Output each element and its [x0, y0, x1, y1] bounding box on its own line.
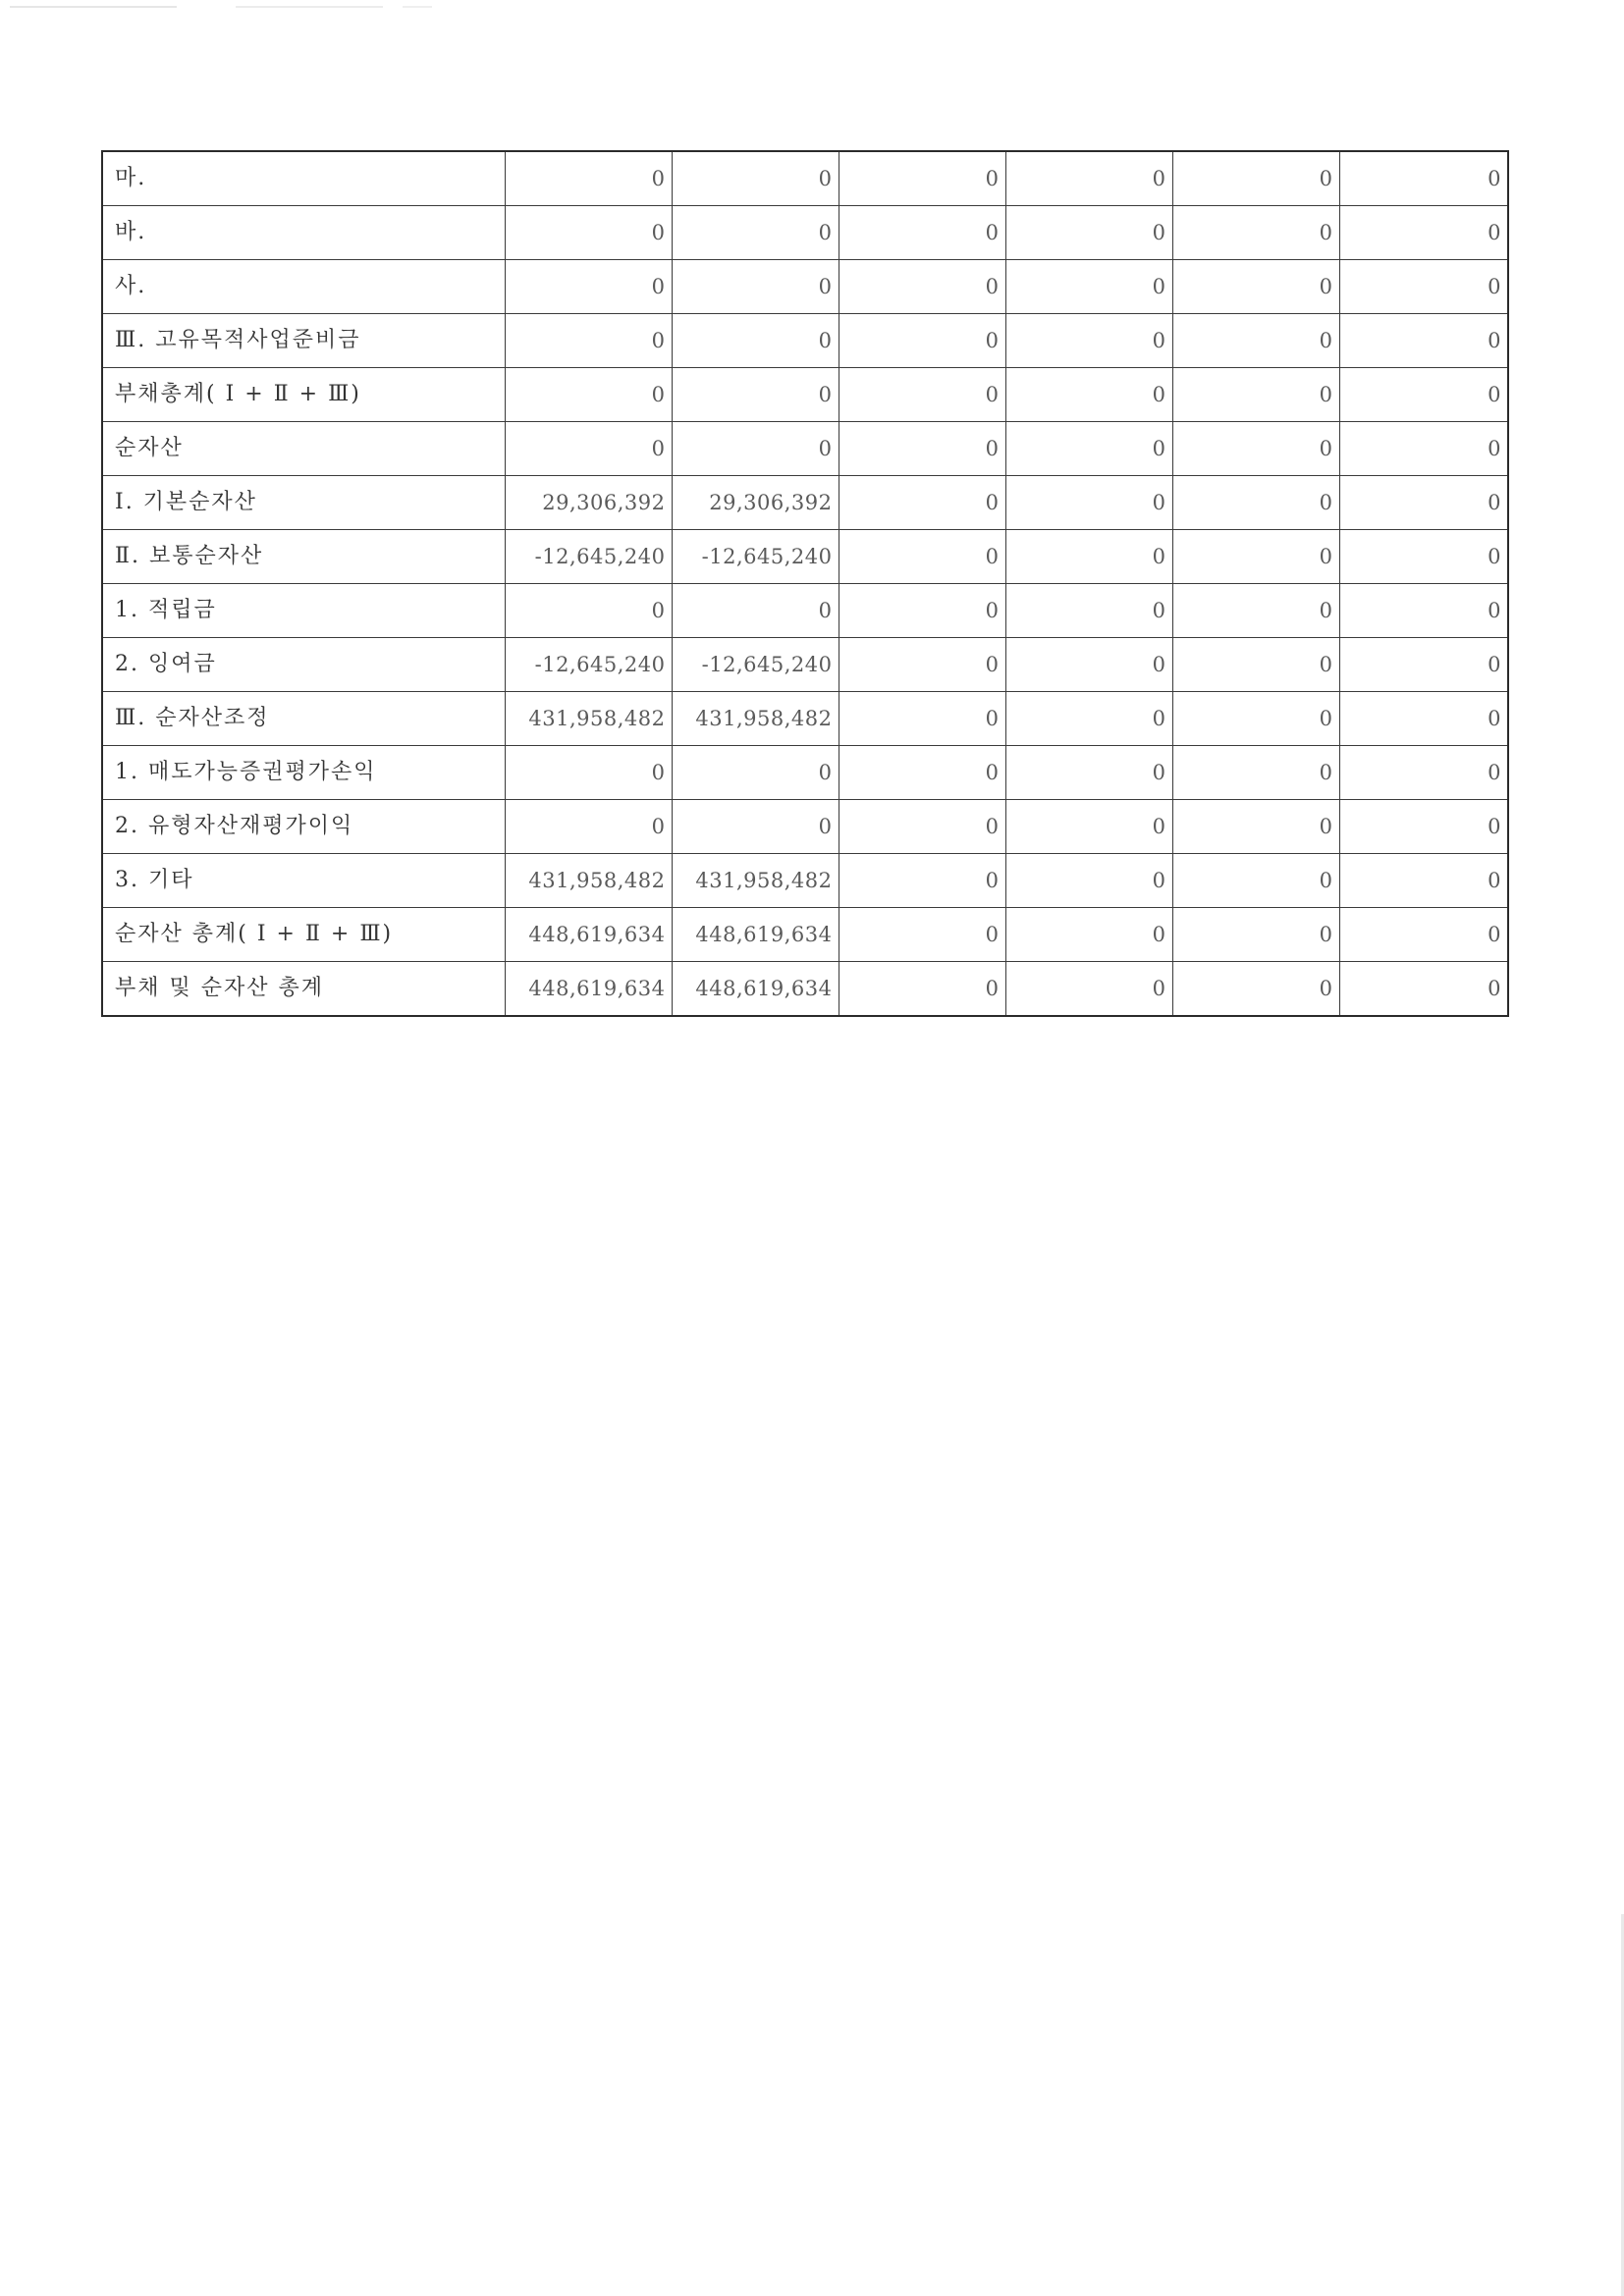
amount-cell: 0: [1339, 206, 1508, 260]
amount-cell: 0: [672, 314, 839, 368]
amount-cell: 0: [1005, 151, 1172, 206]
amount-cell: 0: [1172, 962, 1339, 1017]
amount-cell: 0: [672, 260, 839, 314]
amount-cell: 0: [672, 206, 839, 260]
amount-cell: 0: [1005, 854, 1172, 908]
table-row: [102, 476, 1508, 530]
amount-cell: 0: [672, 746, 839, 800]
amount-cell: 0: [1005, 584, 1172, 638]
scan-artifact: [10, 6, 432, 8]
row-label: Ⅲ. 고유목적사업준비금: [102, 314, 505, 368]
amount-cell: 0: [839, 854, 1005, 908]
amount-cell: 0: [1172, 908, 1339, 962]
amount-cell: 0: [1005, 800, 1172, 854]
amount-cell: 0: [1172, 692, 1339, 746]
amount-cell: 0: [1172, 260, 1339, 314]
amount-cell: 0: [839, 422, 1005, 476]
table-row: [102, 151, 1508, 206]
amount-cell: 0: [505, 151, 672, 206]
table-row: [102, 368, 1508, 422]
amount-cell: 0: [1005, 422, 1172, 476]
amount-cell: 0: [1005, 368, 1172, 422]
row-label: 부채 및 순자산 총계: [102, 962, 505, 1017]
amount-cell: 0: [839, 260, 1005, 314]
amount-cell: 0: [1339, 854, 1508, 908]
amount-cell: 29,306,392: [505, 476, 672, 530]
table-row: [102, 800, 1508, 854]
amount-cell: 0: [1005, 692, 1172, 746]
amount-cell: 0: [1339, 260, 1508, 314]
amount-cell: 0: [1339, 151, 1508, 206]
amount-cell: 0: [1339, 476, 1508, 530]
amount-cell: 0: [1172, 476, 1339, 530]
balance-sheet-table: [101, 150, 1509, 1017]
amount-cell: 0: [1005, 962, 1172, 1017]
amount-cell: 0: [672, 422, 839, 476]
row-label: 사.: [102, 260, 505, 314]
amount-cell: 0: [839, 530, 1005, 584]
row-label: 부채총계( Ⅰ + Ⅱ + Ⅲ): [102, 368, 505, 422]
table-row: [102, 206, 1508, 260]
amount-cell: 0: [1339, 746, 1508, 800]
amount-cell: 0: [1339, 800, 1508, 854]
amount-cell: 431,958,482: [672, 854, 839, 908]
row-label: 2. 잉여금: [102, 638, 505, 692]
amount-cell: -12,645,240: [505, 530, 672, 584]
amount-cell: 0: [1005, 638, 1172, 692]
row-label: 바.: [102, 206, 505, 260]
table-row: [102, 530, 1508, 584]
amount-cell: 0: [1005, 746, 1172, 800]
amount-cell: 0: [1172, 584, 1339, 638]
amount-cell: 0: [1005, 260, 1172, 314]
amount-cell: 0: [1172, 854, 1339, 908]
amount-cell: 431,958,482: [505, 854, 672, 908]
amount-cell: 0: [1172, 530, 1339, 584]
row-label: 순자산 총계( Ⅰ + Ⅱ + Ⅲ): [102, 908, 505, 962]
amount-cell: 0: [839, 692, 1005, 746]
amount-cell: 0: [1172, 800, 1339, 854]
amount-cell: 0: [505, 746, 672, 800]
amount-cell: 0: [1339, 908, 1508, 962]
amount-cell: -12,645,240: [505, 638, 672, 692]
amount-cell: 431,958,482: [505, 692, 672, 746]
amount-cell: 0: [839, 151, 1005, 206]
row-label: 순자산: [102, 422, 505, 476]
amount-cell: 0: [1339, 314, 1508, 368]
amount-cell: 0: [505, 584, 672, 638]
amount-cell: 448,619,634: [505, 962, 672, 1017]
table-row: [102, 854, 1508, 908]
row-label: 1. 적립금: [102, 584, 505, 638]
amount-cell: -12,645,240: [672, 638, 839, 692]
amount-cell: 0: [1339, 584, 1508, 638]
row-label: 3. 기타: [102, 854, 505, 908]
amount-cell: 431,958,482: [672, 692, 839, 746]
amount-cell: 0: [839, 962, 1005, 1017]
amount-cell: 0: [839, 800, 1005, 854]
amount-cell: 0: [505, 368, 672, 422]
amount-cell: 0: [1172, 151, 1339, 206]
table-body: [102, 151, 1508, 1016]
row-label: Ⅰ. 기본순자산: [102, 476, 505, 530]
amount-cell: 0: [505, 800, 672, 854]
table-row: [102, 422, 1508, 476]
amount-cell: 0: [1172, 206, 1339, 260]
amount-cell: 0: [1339, 422, 1508, 476]
amount-cell: 0: [839, 368, 1005, 422]
amount-cell: 0: [1172, 422, 1339, 476]
amount-cell: 0: [1005, 908, 1172, 962]
row-label: 마.: [102, 151, 505, 206]
amount-cell: 448,619,634: [505, 908, 672, 962]
amount-cell: 0: [1172, 638, 1339, 692]
amount-cell: 0: [1172, 368, 1339, 422]
amount-cell: 0: [1172, 314, 1339, 368]
table-row: [102, 638, 1508, 692]
row-label: Ⅲ. 순자산조정: [102, 692, 505, 746]
amount-cell: 0: [1005, 314, 1172, 368]
amount-cell: 0: [505, 260, 672, 314]
amount-cell: 0: [1005, 476, 1172, 530]
amount-cell: 0: [839, 584, 1005, 638]
amount-cell: 0: [505, 422, 672, 476]
table-row: [102, 746, 1508, 800]
row-label: 1. 매도가능증권평가손익: [102, 746, 505, 800]
amount-cell: 0: [672, 584, 839, 638]
amount-cell: 0: [672, 368, 839, 422]
amount-cell: 0: [505, 314, 672, 368]
amount-cell: 0: [839, 908, 1005, 962]
amount-cell: 0: [672, 151, 839, 206]
table-row: [102, 314, 1508, 368]
table-row: [102, 908, 1508, 962]
amount-cell: 29,306,392: [672, 476, 839, 530]
amount-cell: 0: [839, 314, 1005, 368]
amount-cell: 0: [1339, 368, 1508, 422]
amount-cell: 448,619,634: [672, 908, 839, 962]
table-row: [102, 962, 1508, 1017]
amount-cell: 0: [1339, 638, 1508, 692]
amount-cell: 0: [1005, 530, 1172, 584]
row-label: Ⅱ. 보통순자산: [102, 530, 505, 584]
amount-cell: 0: [839, 206, 1005, 260]
amount-cell: 0: [1172, 746, 1339, 800]
amount-cell: 0: [839, 638, 1005, 692]
amount-cell: -12,645,240: [672, 530, 839, 584]
table-row: [102, 260, 1508, 314]
row-label: 2. 유형자산재평가이익: [102, 800, 505, 854]
amount-cell: 0: [839, 746, 1005, 800]
table-row: [102, 692, 1508, 746]
amount-cell: 448,619,634: [672, 962, 839, 1017]
amount-cell: 0: [839, 476, 1005, 530]
amount-cell: 0: [1339, 530, 1508, 584]
amount-cell: 0: [505, 206, 672, 260]
table-row: [102, 584, 1508, 638]
amount-cell: 0: [672, 800, 839, 854]
amount-cell: 0: [1339, 692, 1508, 746]
amount-cell: 0: [1005, 206, 1172, 260]
amount-cell: 0: [1339, 962, 1508, 1017]
